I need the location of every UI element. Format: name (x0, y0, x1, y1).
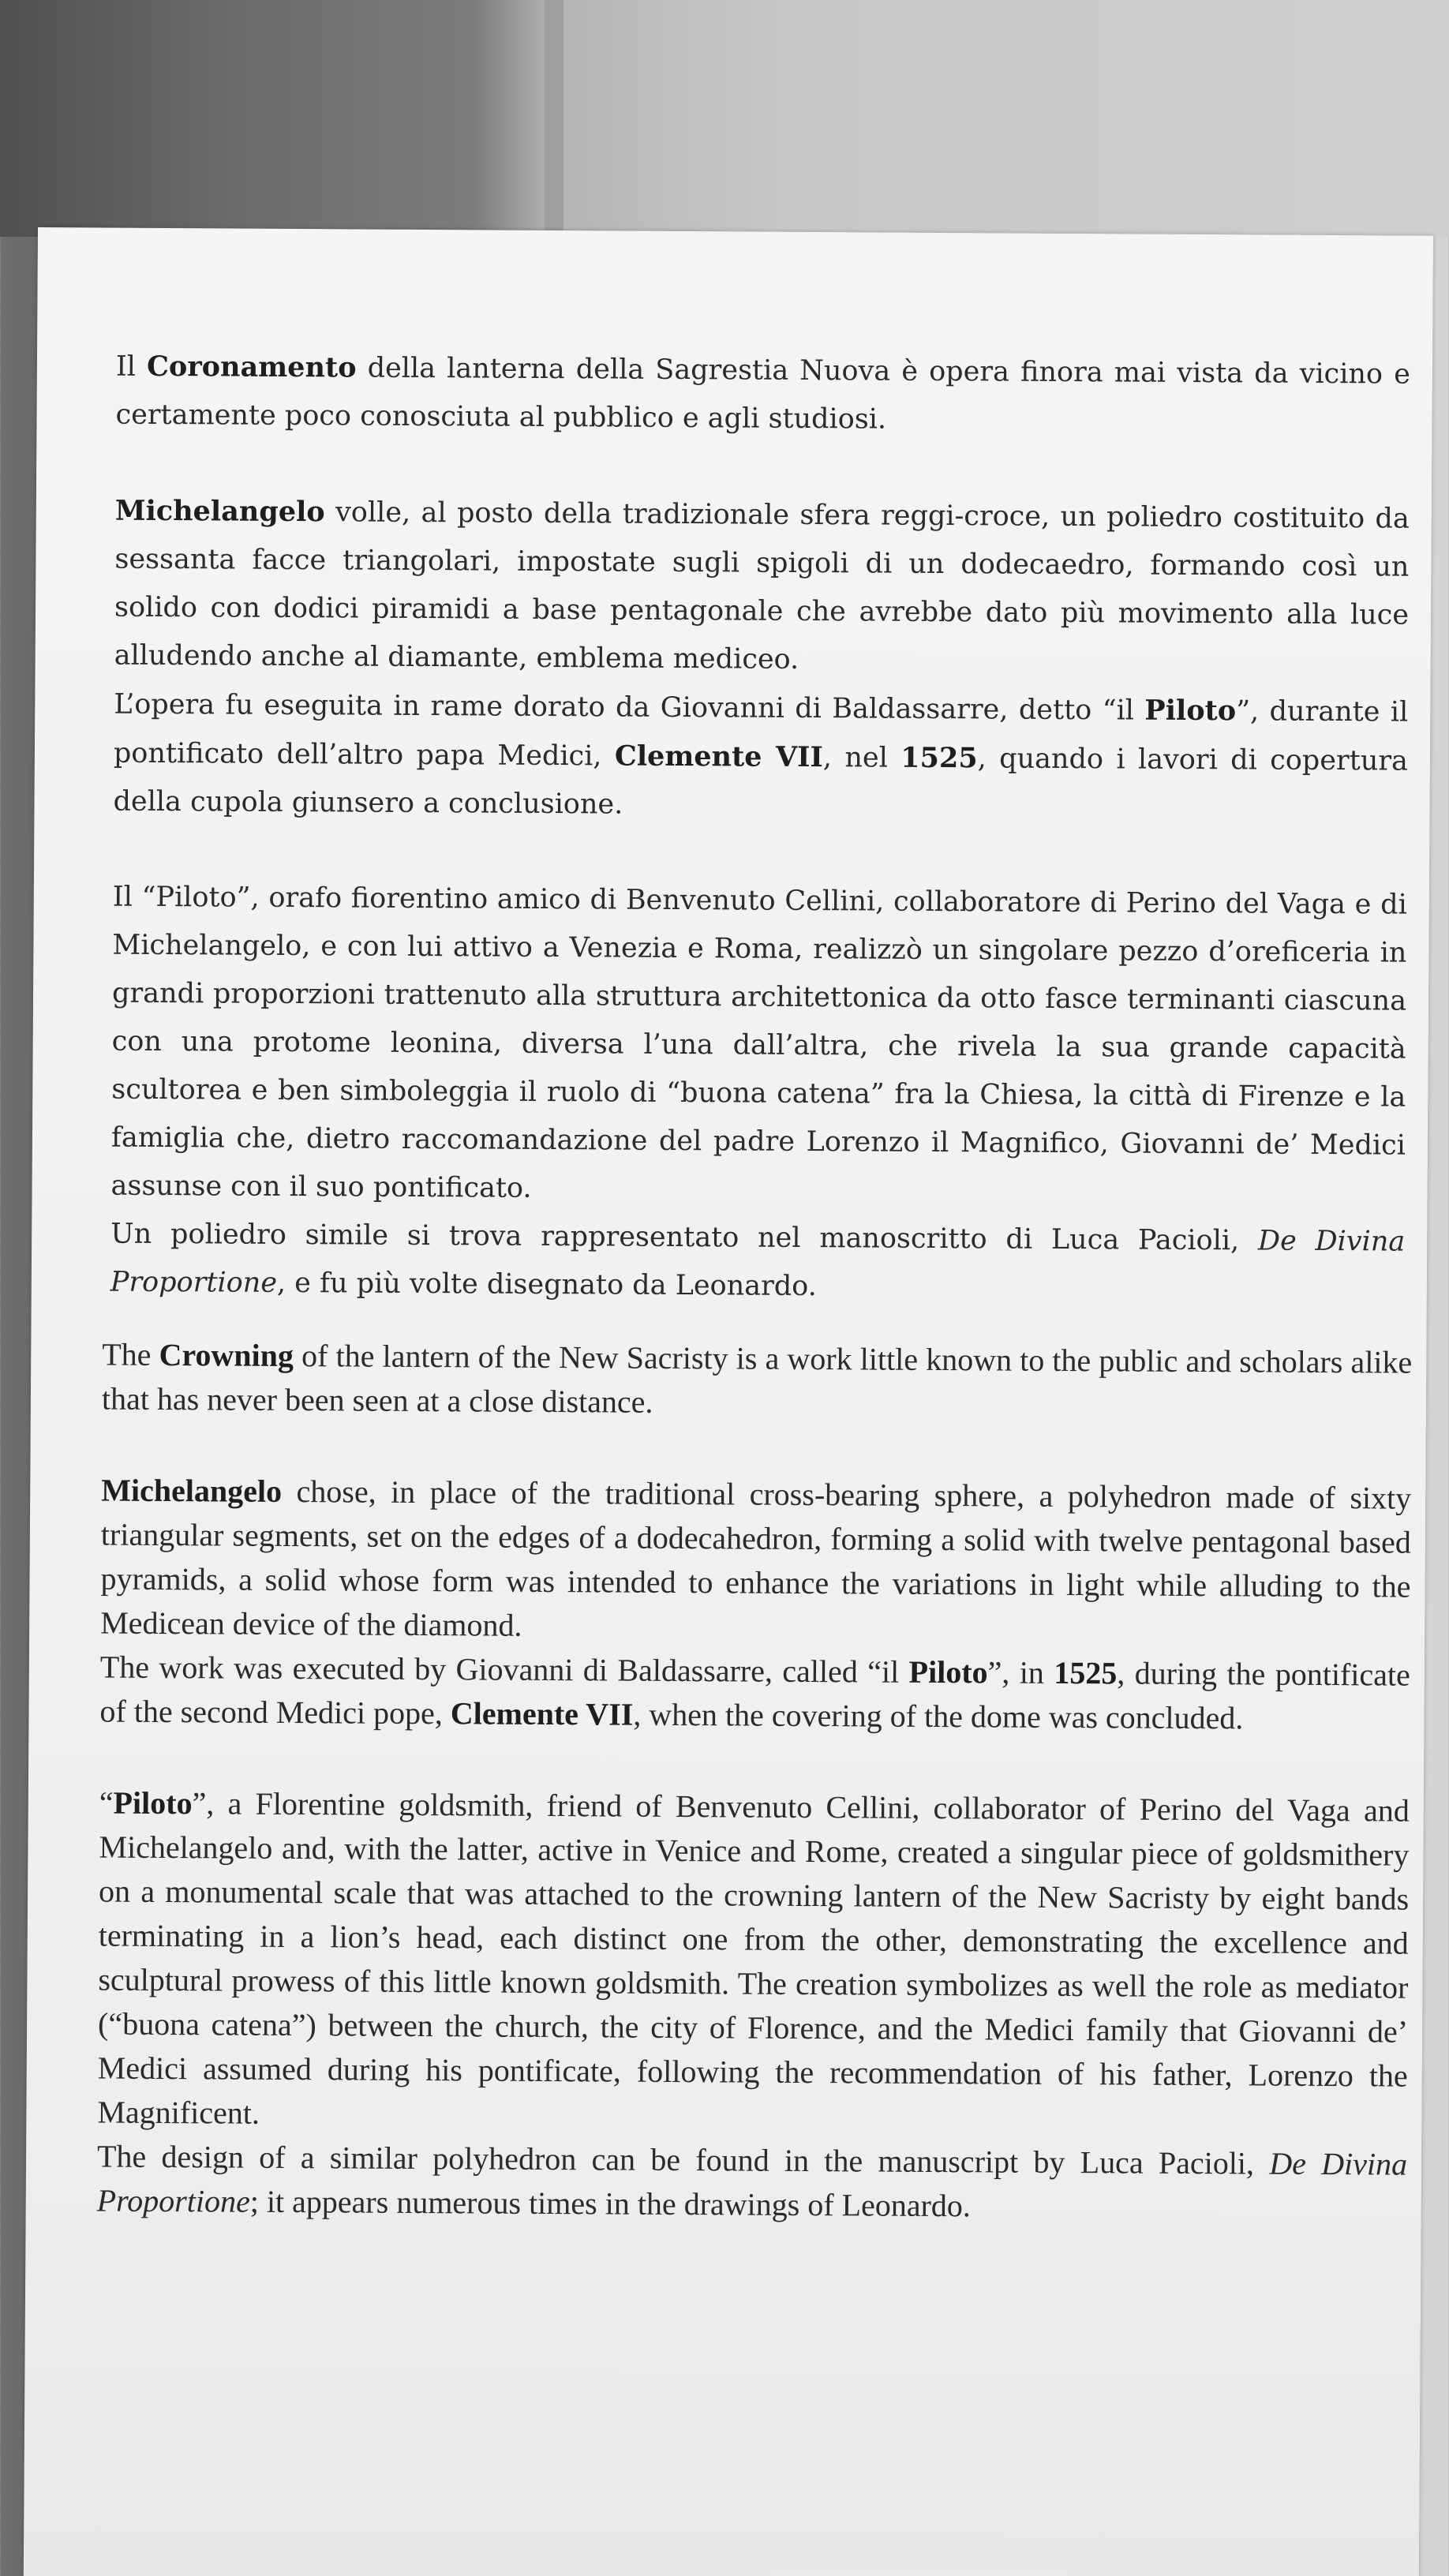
english-paragraph-4: “Piloto”, a Florentine goldsmith, friend of Benvenuto Cellini, collaborator of Perino del Vaga and Michelangelo and, with the latter, active in Venice and Rome, created a singular piece of goldsmithery on a monumental scale that was attached to the crowning lantern of the New Sacristy by eight bands terminating in a lion’s head, each distinct one from the other, demonstrating the excellence and sculptural prowess of this little known goldsmith. The creation symbolizes as well the role as mediator (“buona catena”) between the church, the city of Florence, and the Medici family that Giovanni de’ Medici assumed during his pontificate, following the recommendation of his father, Lorenzo the Magnificent. (97, 1784, 1410, 2131)
light-reflection (417, 2558, 1444, 2576)
wall-trim (545, 0, 564, 237)
english-text (97, 1333, 1413, 2231)
italian-text (110, 343, 1410, 1315)
background-wall (0, 0, 1449, 237)
information-panel (24, 227, 1433, 2576)
english-paragraph-1: The Crowning of the lantern of the New Sacristy is a work little known to the public and scholars alike that has never been seen at a close distance. (101, 1336, 1413, 1420)
italian-paragraph-2: Michelangelo volle, al posto della tradizionale sfera reggi-croce, un poliedro costituito da sessanta facce triangolari, impostate sugli spigoli di un dodecaedro, formando così un solido con dodici piramidi a base pentagonale che avrebbe dato più movimento alla luce alludendo anche al diamante, emblema mediceo. (114, 494, 1410, 676)
english-paragraph-2: Michelangelo chose, in place of the traditional cross-bearing sphere, a polyhedron made of sixty triangular segments, set on the edges of a dodecahedron, forming a solid with twelve pentagonal based pyramids, a solid whose form was intended to enhance the variations in light while alluding to the Medicean device of the diamond. (100, 1472, 1412, 1643)
english-paragraph-5: The design of a similar polyhedron can be found in the manuscript by Luca Pacioli, De Divina Proportione; it appears numerous times in the drawings of Leonardo. (96, 2138, 1408, 2224)
italian-paragraph-5: Un poliedro simile si trova rappresentato nel manoscritto di Luca Pacioli, De Divina Proportione, e fu più volte disegnato da Leonardo. (110, 1218, 1406, 1303)
italian-paragraph-4: Il “Piloto”, orafo fiorentino amico di Benvenuto Cellini, collaboratore di Perino del Vaga e di Michelangelo, e con lui attivo a Venezia e Roma, realizzò un singolare pezzo d’oreficeria in grandi proporzioni trattenuto alla struttura architettonica da otto fasce terminanti ciascuna con una protome leonina, diversa l’una dall’altra, che rivela la sua grande capacità scultorea e ben simboleggia il ruolo di “buona catena” fra la Chiesa, la città di Firenze e la famiglia che, dietro raccomandazione del padre Lorenzo il Magnifico, Giovanni de’ Medici assunse con il suo pontificato. (110, 881, 1407, 1204)
english-paragraph-3: The work was executed by Giovanni di Baldassarre, called “il Piloto”, in 1525, during the pontificate of the second Medici pope, Clemente VII, when the covering of the dome was concluded. (99, 1649, 1410, 1736)
italian-paragraph-3: L’opera fu eseguita in rame dorato da Giovanni di Baldassarre, detto “il Piloto”, durante il pontificato dell’altro papa Medici, Clemente VII, nel 1525, quando i lavori di copertura della cupola giunsero a conclusione. (113, 688, 1409, 821)
italian-paragraph-1: Il Coronamento della lanterna della Sagrestia Nuova è opera finora mai vista da vicino e certamente poco conosciuta al pubblico e agli studiosi. (115, 350, 1411, 436)
